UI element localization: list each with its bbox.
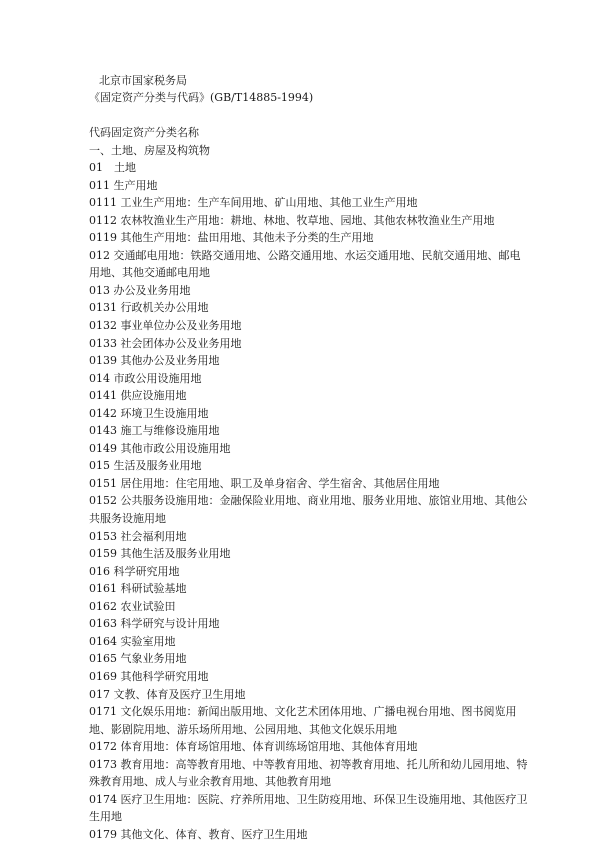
classification-list [89, 124, 529, 843]
list-item: 0112 农林牧渔业生产用地：耕地、林地、牧草地、园地、其他农林牧渔业生产用地 [89, 213, 495, 227]
list-item: 0169 其他科学研究用地 [89, 669, 209, 683]
standard-title: 《固定资产分类与代码》(GB/T14885-1994) [89, 91, 314, 104]
list-item: 0165 气象业务用地 [89, 652, 187, 666]
list-item: 0139 其他办公及业务用地 [89, 354, 220, 368]
list-item: 0152 公共服务设施用地：金融保险业用地、商业用地、服务业用地、旅馆业用地、其他公共服务设施用地 [89, 494, 528, 526]
list-item: 017 文教、体育及医疗卫生用地 [89, 687, 246, 701]
list-item: 0151 居住用地：住宅用地、职工及单身宿舍、学生宿舍、其他居住用地 [89, 476, 440, 490]
list-item: 01 土地 [89, 161, 136, 175]
list-item: 0162 农业试验田 [89, 599, 176, 613]
list-item: 0132 事业单位办公及业务用地 [89, 319, 242, 333]
list-item: 0131 行政机关办公用地 [89, 301, 209, 315]
list-item: 0141 供应设施用地 [89, 389, 187, 403]
list-item: 0153 社会福利用地 [89, 529, 187, 543]
issuer-title: 北京市国家税务局 [99, 74, 187, 87]
list-item: 016 科学研究用地 [89, 564, 180, 578]
list-item: 0142 环境卫生设施用地 [89, 406, 209, 420]
list-item: 0161 科研试验基地 [89, 582, 187, 596]
list-item: 0163 科学研究与设计用地 [89, 617, 220, 631]
list-item: 0111 工业生产用地：生产车间用地、矿山用地、其他工业生产用地 [89, 196, 418, 210]
document-header [89, 72, 313, 106]
list-heading: 代码固定资产分类名称 [89, 126, 199, 139]
list-item: 0174 医疗卫生用地：医院、疗养所用地、卫生防疫用地、环保卫生设施用地、其他医疗卫生用地 [89, 792, 528, 824]
list-item: 011 生产用地 [89, 178, 158, 192]
list-item: 012 交通邮电用地：铁路交通用地、公路交通用地、水运交通用地、民航交通用地、邮电用地、其他交通邮电用地 [89, 248, 521, 280]
list-item: 0164 实验室用地 [89, 634, 176, 648]
list-item: 0172 体育用地：体育场馆用地、体育训练场馆用地、其他体育用地 [89, 740, 418, 754]
list-item: 0159 其他生活及服务业用地 [89, 547, 231, 561]
list-item: 015 生活及服务业用地 [89, 459, 202, 473]
list-item: 0179 其他文化、体育、教育、医疗卫生用地 [89, 827, 308, 841]
list-item: 0171 文化娱乐用地：新闻出版用地、文化艺术团体用地、广播电视台用地、图书阅览用地、影剧院用地、游乐场所用地、公园用地、其他文化娱乐用地 [89, 705, 517, 736]
list-item: 0149 其他市政公用设施用地 [89, 441, 231, 455]
category-heading: 一、土地、房屋及构筑物 [89, 143, 210, 157]
list-item: 013 办公及业务用地 [89, 283, 191, 297]
list-item: 014 市政公用设施用地 [89, 371, 202, 385]
list-item: 0173 教育用地：高等教育用地、中等教育用地、初等教育用地、托儿所和幼儿园用地、特殊教育用地、成人与业余教育用地、其他教育用地 [89, 757, 528, 789]
list-item: 0143 施工与维修设施用地 [89, 424, 220, 438]
list-item: 0119 其他生产用地：盐田用地、其他未予分类的生产用地 [89, 231, 374, 245]
list-item: 0133 社会团体办公及业务用地 [89, 336, 242, 350]
